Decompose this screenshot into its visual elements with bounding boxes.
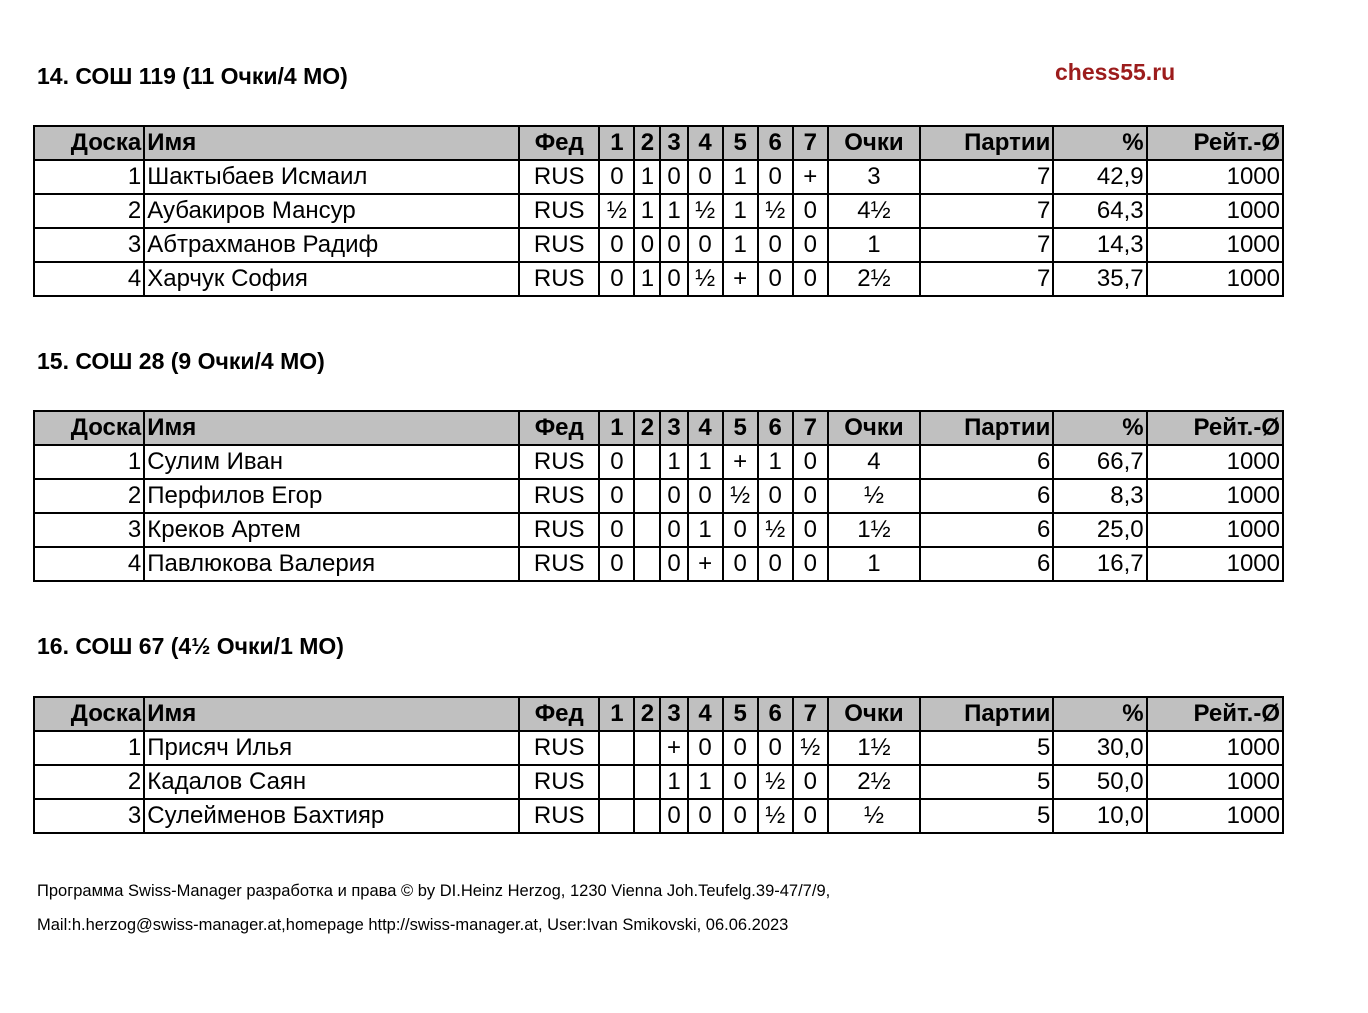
round-result: 0 <box>634 228 660 262</box>
round-result: 0 <box>660 799 687 833</box>
round-result: + <box>688 547 723 581</box>
games-cell: 7 <box>920 194 1053 228</box>
round-result: 0 <box>688 228 723 262</box>
round-result: 0 <box>599 262 634 296</box>
table-row <box>34 228 1283 262</box>
fed-cell: RUS <box>519 228 599 262</box>
points-cell: 4 <box>828 445 920 479</box>
round-result: 0 <box>599 513 634 547</box>
col-fed: Фед <box>519 697 599 731</box>
round-result <box>634 765 660 799</box>
col-round-2: 2 <box>634 411 660 445</box>
percent-cell: 42,9 <box>1053 160 1146 194</box>
col-name: Имя <box>144 126 519 160</box>
round-result: 0 <box>793 445 828 479</box>
board-cell: 1 <box>34 445 144 479</box>
team-table <box>33 125 1284 297</box>
round-result: 0 <box>660 228 687 262</box>
round-result: 0 <box>758 547 793 581</box>
round-result: ½ <box>723 479 758 513</box>
board-cell: 2 <box>34 479 144 513</box>
round-result: + <box>660 731 687 765</box>
points-cell: ½ <box>828 479 920 513</box>
col-rating: Рейт.-Ø <box>1147 697 1283 731</box>
round-result: 0 <box>599 445 634 479</box>
fed-cell: RUS <box>519 513 599 547</box>
round-result <box>599 799 634 833</box>
rating-cell: 1000 <box>1147 479 1283 513</box>
round-result: 0 <box>723 513 758 547</box>
round-result <box>634 799 660 833</box>
col-round-5: 5 <box>723 126 758 160</box>
round-result: + <box>793 160 828 194</box>
table-row <box>34 799 1283 833</box>
col-fed: Фед <box>519 411 599 445</box>
round-result <box>634 731 660 765</box>
round-result: 0 <box>688 799 723 833</box>
round-result: 0 <box>660 513 687 547</box>
col-round-3: 3 <box>660 126 687 160</box>
col-round-3: 3 <box>660 411 687 445</box>
round-result <box>599 731 634 765</box>
round-result: 0 <box>723 799 758 833</box>
games-cell: 5 <box>920 731 1053 765</box>
site-label: chess55.ru <box>1055 59 1176 85</box>
percent-cell: 30,0 <box>1053 731 1146 765</box>
points-cell: 2½ <box>828 262 920 296</box>
round-result: 0 <box>599 160 634 194</box>
round-result <box>634 513 660 547</box>
col-points: Очки <box>828 411 920 445</box>
round-result: 1 <box>660 765 687 799</box>
player-name: Присяч Илья <box>144 731 519 765</box>
fed-cell: RUS <box>519 194 599 228</box>
round-result: 0 <box>723 731 758 765</box>
col-round-1: 1 <box>599 411 634 445</box>
round-result: 1 <box>688 445 723 479</box>
round-result: 0 <box>793 194 828 228</box>
points-cell: 1½ <box>828 731 920 765</box>
round-result: 0 <box>758 160 793 194</box>
col-board: Доска <box>34 411 144 445</box>
round-result: ½ <box>758 194 793 228</box>
player-name: Креков Артем <box>144 513 519 547</box>
col-round-6: 6 <box>758 411 793 445</box>
table-row <box>34 513 1283 547</box>
col-round-6: 6 <box>758 697 793 731</box>
round-result: 0 <box>688 479 723 513</box>
points-cell: 2½ <box>828 765 920 799</box>
player-name: Сулейменов Бахтияр <box>144 799 519 833</box>
col-round-5: 5 <box>723 411 758 445</box>
round-result: 0 <box>660 160 687 194</box>
games-cell: 7 <box>920 262 1053 296</box>
round-result: 0 <box>793 547 828 581</box>
col-name: Имя <box>144 411 519 445</box>
round-result: 0 <box>688 160 723 194</box>
points-cell: 1½ <box>828 513 920 547</box>
round-result <box>634 479 660 513</box>
round-result: 1 <box>723 194 758 228</box>
table-row <box>34 765 1283 799</box>
team-title: 15. СОШ 28 (9 Очки/4 МО) <box>37 348 325 374</box>
table-row <box>34 445 1283 479</box>
table-row <box>34 547 1283 581</box>
board-cell: 1 <box>34 160 144 194</box>
col-rating: Рейт.-Ø <box>1147 126 1283 160</box>
round-result <box>634 445 660 479</box>
percent-cell: 10,0 <box>1053 799 1146 833</box>
col-round-5: 5 <box>723 697 758 731</box>
col-round-6: 6 <box>758 126 793 160</box>
points-cell: ½ <box>828 799 920 833</box>
round-result: 0 <box>793 799 828 833</box>
fed-cell: RUS <box>519 731 599 765</box>
col-board: Доска <box>34 126 144 160</box>
board-cell: 4 <box>34 547 144 581</box>
table-row <box>34 479 1283 513</box>
table-row <box>34 731 1283 765</box>
col-percent: % <box>1053 126 1146 160</box>
table-row <box>34 262 1283 296</box>
rating-cell: 1000 <box>1147 731 1283 765</box>
round-result: 0 <box>758 479 793 513</box>
round-result: 0 <box>793 262 828 296</box>
board-cell: 3 <box>34 513 144 547</box>
round-result: 1 <box>660 194 687 228</box>
percent-cell: 14,3 <box>1053 228 1146 262</box>
percent-cell: 25,0 <box>1053 513 1146 547</box>
col-name: Имя <box>144 697 519 731</box>
round-result: 1 <box>723 160 758 194</box>
round-result: 0 <box>599 547 634 581</box>
player-name: Кадалов Саян <box>144 765 519 799</box>
round-result: 1 <box>723 228 758 262</box>
fed-cell: RUS <box>519 160 599 194</box>
points-cell: 4½ <box>828 194 920 228</box>
round-result: + <box>723 445 758 479</box>
round-result: 0 <box>599 228 634 262</box>
round-result: 0 <box>758 262 793 296</box>
table-header-row <box>34 697 1283 731</box>
col-round-4: 4 <box>688 411 723 445</box>
round-result: ½ <box>599 194 634 228</box>
round-result: ½ <box>758 799 793 833</box>
games-cell: 6 <box>920 479 1053 513</box>
round-result: 0 <box>660 547 687 581</box>
round-result: 1 <box>634 194 660 228</box>
round-result: 0 <box>688 731 723 765</box>
points-cell: 1 <box>828 228 920 262</box>
fed-cell: RUS <box>519 547 599 581</box>
table-header-row <box>34 126 1283 160</box>
round-result <box>599 765 634 799</box>
board-cell: 2 <box>34 765 144 799</box>
board-cell: 2 <box>34 194 144 228</box>
round-result: ½ <box>758 765 793 799</box>
col-round-1: 1 <box>599 126 634 160</box>
col-percent: % <box>1053 411 1146 445</box>
rating-cell: 1000 <box>1147 228 1283 262</box>
round-result: ½ <box>793 731 828 765</box>
col-points: Очки <box>828 126 920 160</box>
round-result: 1 <box>758 445 793 479</box>
table-header-row <box>34 411 1283 445</box>
round-result: 0 <box>758 731 793 765</box>
rating-cell: 1000 <box>1147 547 1283 581</box>
col-games: Партии <box>920 697 1053 731</box>
round-result: 0 <box>793 513 828 547</box>
round-result: 0 <box>793 228 828 262</box>
table-row <box>34 160 1283 194</box>
footer-credits: Программа Swiss-Manager разработка и права © by DI.Heinz Herzog, 1230 Vienna Joh.Teufelg.39-47/7/9, <box>37 882 831 900</box>
points-cell: 3 <box>828 160 920 194</box>
round-result: 0 <box>723 547 758 581</box>
col-round-2: 2 <box>634 697 660 731</box>
fed-cell: RUS <box>519 262 599 296</box>
rating-cell: 1000 <box>1147 765 1283 799</box>
round-result: 1 <box>688 765 723 799</box>
percent-cell: 16,7 <box>1053 547 1146 581</box>
rating-cell: 1000 <box>1147 799 1283 833</box>
footer-contact: Mail:h.herzog@swiss-manager.at,homepage http://swiss-manager.at, User:Ivan Smikovski, 06.06.2023 <box>37 916 789 934</box>
round-result: 0 <box>599 479 634 513</box>
col-round-1: 1 <box>599 697 634 731</box>
percent-cell: 64,3 <box>1053 194 1146 228</box>
col-percent: % <box>1053 697 1146 731</box>
round-result: 0 <box>793 765 828 799</box>
team-table <box>33 410 1284 582</box>
percent-cell: 66,7 <box>1053 445 1146 479</box>
board-cell: 3 <box>34 228 144 262</box>
col-round-3: 3 <box>660 697 687 731</box>
col-round-7: 7 <box>793 411 828 445</box>
team-title: 14. СОШ 119 (11 Очки/4 МО) <box>37 63 348 89</box>
col-games: Партии <box>920 126 1053 160</box>
round-result: ½ <box>688 194 723 228</box>
round-result: 1 <box>634 262 660 296</box>
col-fed: Фед <box>519 126 599 160</box>
games-cell: 6 <box>920 547 1053 581</box>
round-result: 0 <box>793 479 828 513</box>
percent-cell: 50,0 <box>1053 765 1146 799</box>
games-cell: 7 <box>920 228 1053 262</box>
round-result: 0 <box>723 765 758 799</box>
player-name: Абтрахманов Радиф <box>144 228 519 262</box>
col-round-7: 7 <box>793 126 828 160</box>
table-row <box>34 194 1283 228</box>
percent-cell: 35,7 <box>1053 262 1146 296</box>
player-name: Сулим Иван <box>144 445 519 479</box>
round-result <box>634 547 660 581</box>
col-round-7: 7 <box>793 697 828 731</box>
round-result: ½ <box>758 513 793 547</box>
round-result: 0 <box>660 479 687 513</box>
rating-cell: 1000 <box>1147 513 1283 547</box>
rating-cell: 1000 <box>1147 194 1283 228</box>
col-round-2: 2 <box>634 126 660 160</box>
col-round-4: 4 <box>688 126 723 160</box>
team-title: 16. СОШ 67 (4½ Очки/1 МО) <box>37 633 344 659</box>
games-cell: 6 <box>920 513 1053 547</box>
round-result: 1 <box>634 160 660 194</box>
col-board: Доска <box>34 697 144 731</box>
player-name: Аубакиров Мансур <box>144 194 519 228</box>
rating-cell: 1000 <box>1147 445 1283 479</box>
percent-cell: 8,3 <box>1053 479 1146 513</box>
player-name: Павлюкова Валерия <box>144 547 519 581</box>
round-result: + <box>723 262 758 296</box>
points-cell: 1 <box>828 547 920 581</box>
team-table <box>33 696 1284 834</box>
player-name: Харчук София <box>144 262 519 296</box>
player-name: Перфилов Егор <box>144 479 519 513</box>
player-name: Шактыбаев Исмаил <box>144 160 519 194</box>
rating-cell: 1000 <box>1147 262 1283 296</box>
col-round-4: 4 <box>688 697 723 731</box>
round-result: ½ <box>688 262 723 296</box>
games-cell: 5 <box>920 765 1053 799</box>
round-result: 0 <box>758 228 793 262</box>
fed-cell: RUS <box>519 799 599 833</box>
games-cell: 5 <box>920 799 1053 833</box>
board-cell: 3 <box>34 799 144 833</box>
col-games: Партии <box>920 411 1053 445</box>
round-result: 1 <box>688 513 723 547</box>
fed-cell: RUS <box>519 479 599 513</box>
games-cell: 6 <box>920 445 1053 479</box>
board-cell: 1 <box>34 731 144 765</box>
round-result: 0 <box>660 262 687 296</box>
rating-cell: 1000 <box>1147 160 1283 194</box>
games-cell: 7 <box>920 160 1053 194</box>
round-result: 1 <box>660 445 687 479</box>
fed-cell: RUS <box>519 445 599 479</box>
fed-cell: RUS <box>519 765 599 799</box>
col-rating: Рейт.-Ø <box>1147 411 1283 445</box>
col-points: Очки <box>828 697 920 731</box>
board-cell: 4 <box>34 262 144 296</box>
